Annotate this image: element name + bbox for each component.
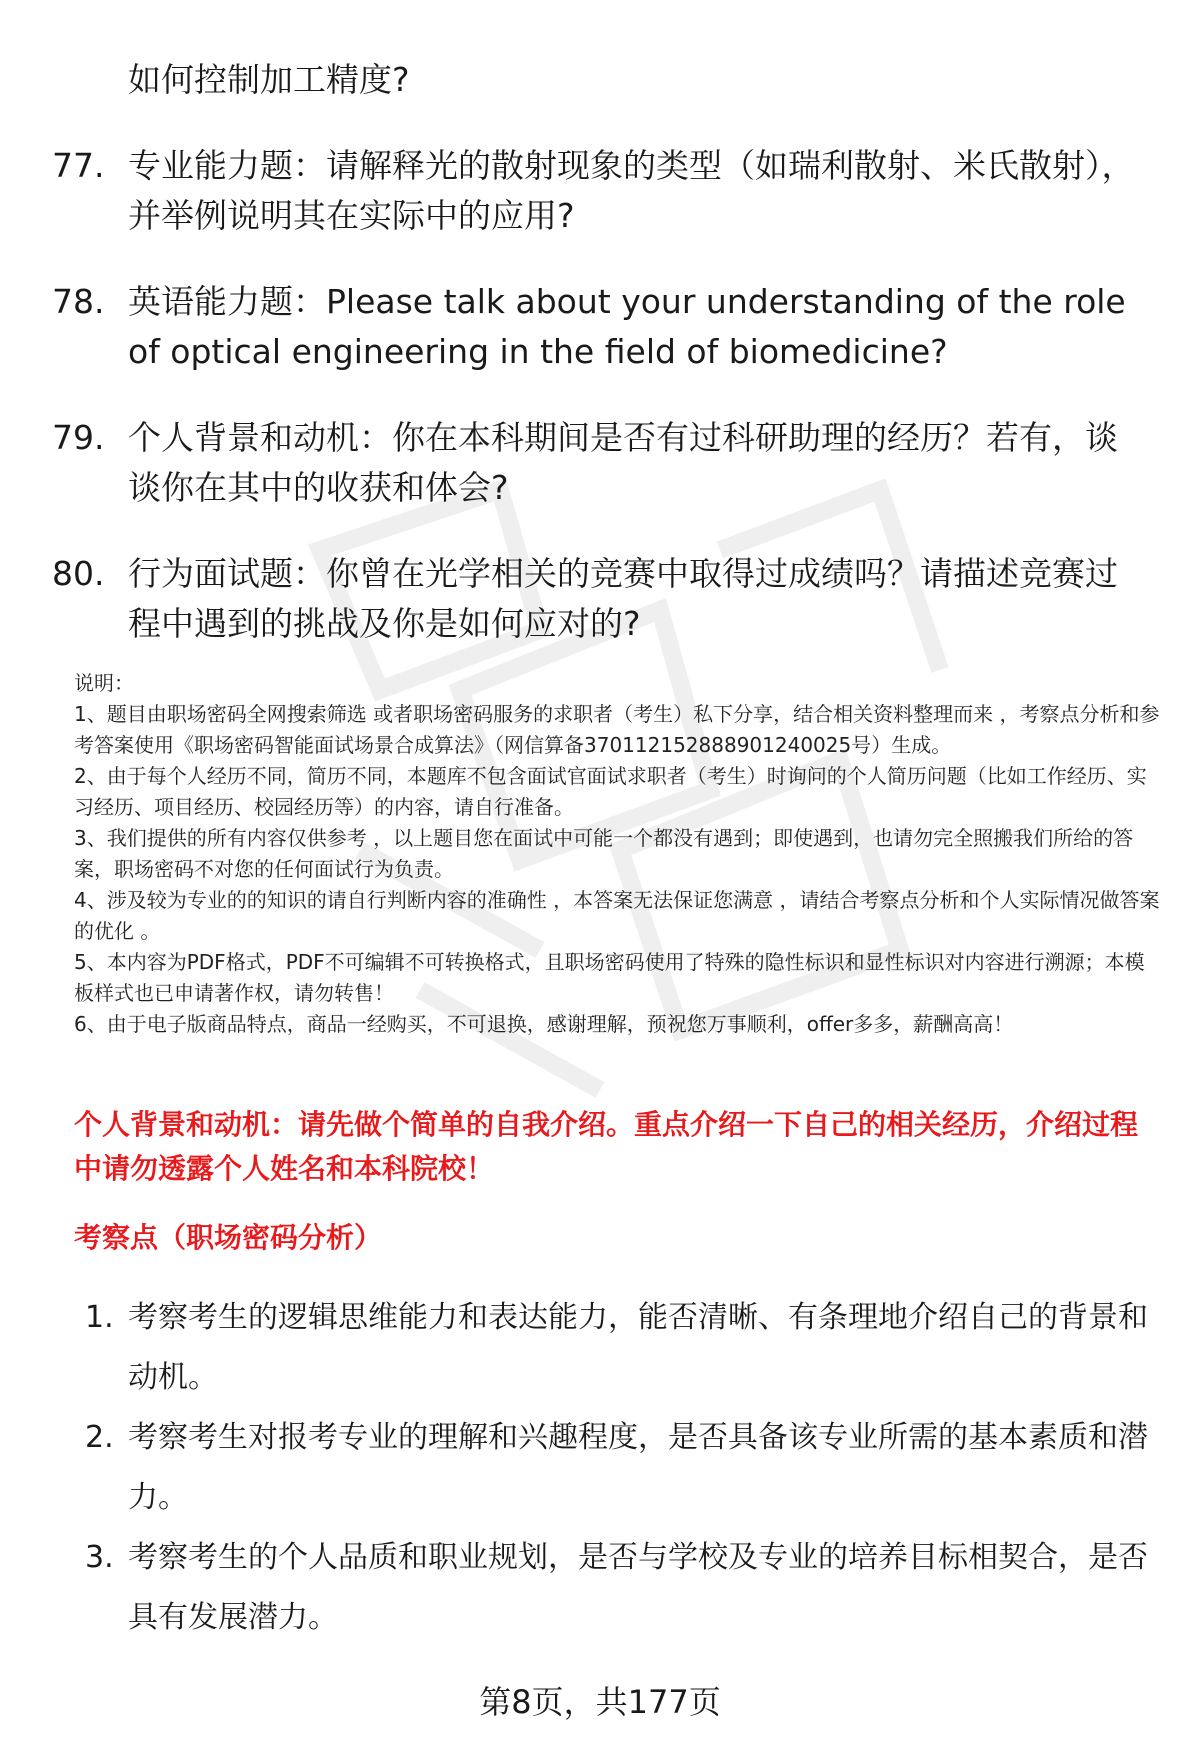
question-item: [0, 277, 1200, 377]
question-number: 80.: [52, 554, 105, 593]
question-text: 个人背景和动机：你在本科期间是否有过科研助理的经历？若有，谈谈你在其中的收获和体会?: [128, 418, 1118, 507]
question-number: 78.: [52, 282, 105, 321]
note-item: 5、本内容为PDF格式，PDF不可编辑不可转换格式，且职场密码使用了特殊的隐性标识和显性标识对内容进行溯源；本模板样式也已申请著作权，请勿转售！: [74, 950, 1145, 1005]
note-item: 4、涉及较为专业的的知识的请自行判断内容的准确性 ，本答案无法保证您满意 ，请结合考察点分析和个人实际情况做答案的优化 。: [74, 888, 1160, 943]
page-footer: 第8页，共177页: [479, 1683, 721, 1721]
question-item: [0, 141, 1200, 241]
note-item: 1、题目由职场密码全网搜索筛选 或者职场密码服务的求职者（考生）私下分享，结合相关资料整理而来 ，考察点分析和参考答案使用《职场密码智能面试场景合成算法》（网信算备370112152888901240025号）生成。: [74, 702, 1160, 757]
section-heading: 考察点（职场密码分析）: [74, 1221, 383, 1254]
question-text: 英语能力题：Please talk about your understanding of the role of optical engineering in the field of biomedicine?: [128, 282, 1126, 371]
question-number: 79.: [52, 418, 105, 457]
point-text: 考察考生的逻辑思维能力和表达能力，能否清晰、有条理地介绍自己的背景和动机。: [128, 1300, 1148, 1395]
question-item: [0, 413, 1200, 513]
note-item: 2、由于每个人经历不同，简历不同，本题库不包含面试官面试求职者（考生）时询问的个人简历问题（比如工作经历、实习经历、项目经历、校园经历等）的内容，请自行准备。: [74, 764, 1147, 819]
question-item: [0, 549, 1200, 649]
note-item: 6、由于电子版商品特点，商品一经购买，不可退换，感谢理解，预祝您万事顺利，offer多多，薪酬高高！: [74, 1012, 1014, 1036]
question-text: 行为面试题：你曾在光学相关的竞赛中取得过成绩吗？请描述竞赛过程中遇到的挑战及你是如何应对的?: [128, 554, 1118, 643]
question-text: 专业能力题：请解释光的散射现象的类型（如瑞利散射、米氏散射），并举例说明其在实际中的应用?: [128, 146, 1135, 235]
point-number: 3.: [85, 1540, 114, 1575]
note-item: 3、我们提供的所有内容仅供参考 ，以上题目您在面试中可能一个都没有遇到；即使遇到，也请勿完全照搬我们所给的答案，职场密码不对您的任何面试行为负责。: [74, 826, 1134, 881]
point-item: [0, 1408, 1200, 1528]
point-number: 1.: [85, 1300, 114, 1335]
point-text: 考察考生的个人品质和职业规划，是否与学校及专业的培养目标相契合，是否具有发展潜力。: [128, 1540, 1148, 1635]
intro-question: 个人背景和动机：请先做个简单的自我介绍。重点介绍一下自己的相关经历，介绍过程中请勿透露个人姓名和本科院校！: [74, 1108, 1139, 1185]
notes-heading: 说明：: [74, 671, 134, 695]
point-item: [0, 1288, 1200, 1408]
question-text: 如何控制加工精度?: [128, 60, 410, 99]
point-item: [0, 1528, 1200, 1648]
point-number: 2.: [85, 1420, 114, 1455]
assessment-points: [0, 1288, 1200, 1648]
notes-section: [74, 668, 1164, 1040]
point-text: 考察考生对报考专业的理解和兴趣程度，是否具备该专业所需的基本素质和潜力。: [128, 1420, 1148, 1515]
question-list: [0, 55, 1200, 685]
question-number: 77.: [52, 146, 105, 185]
question-item: [0, 55, 1200, 105]
